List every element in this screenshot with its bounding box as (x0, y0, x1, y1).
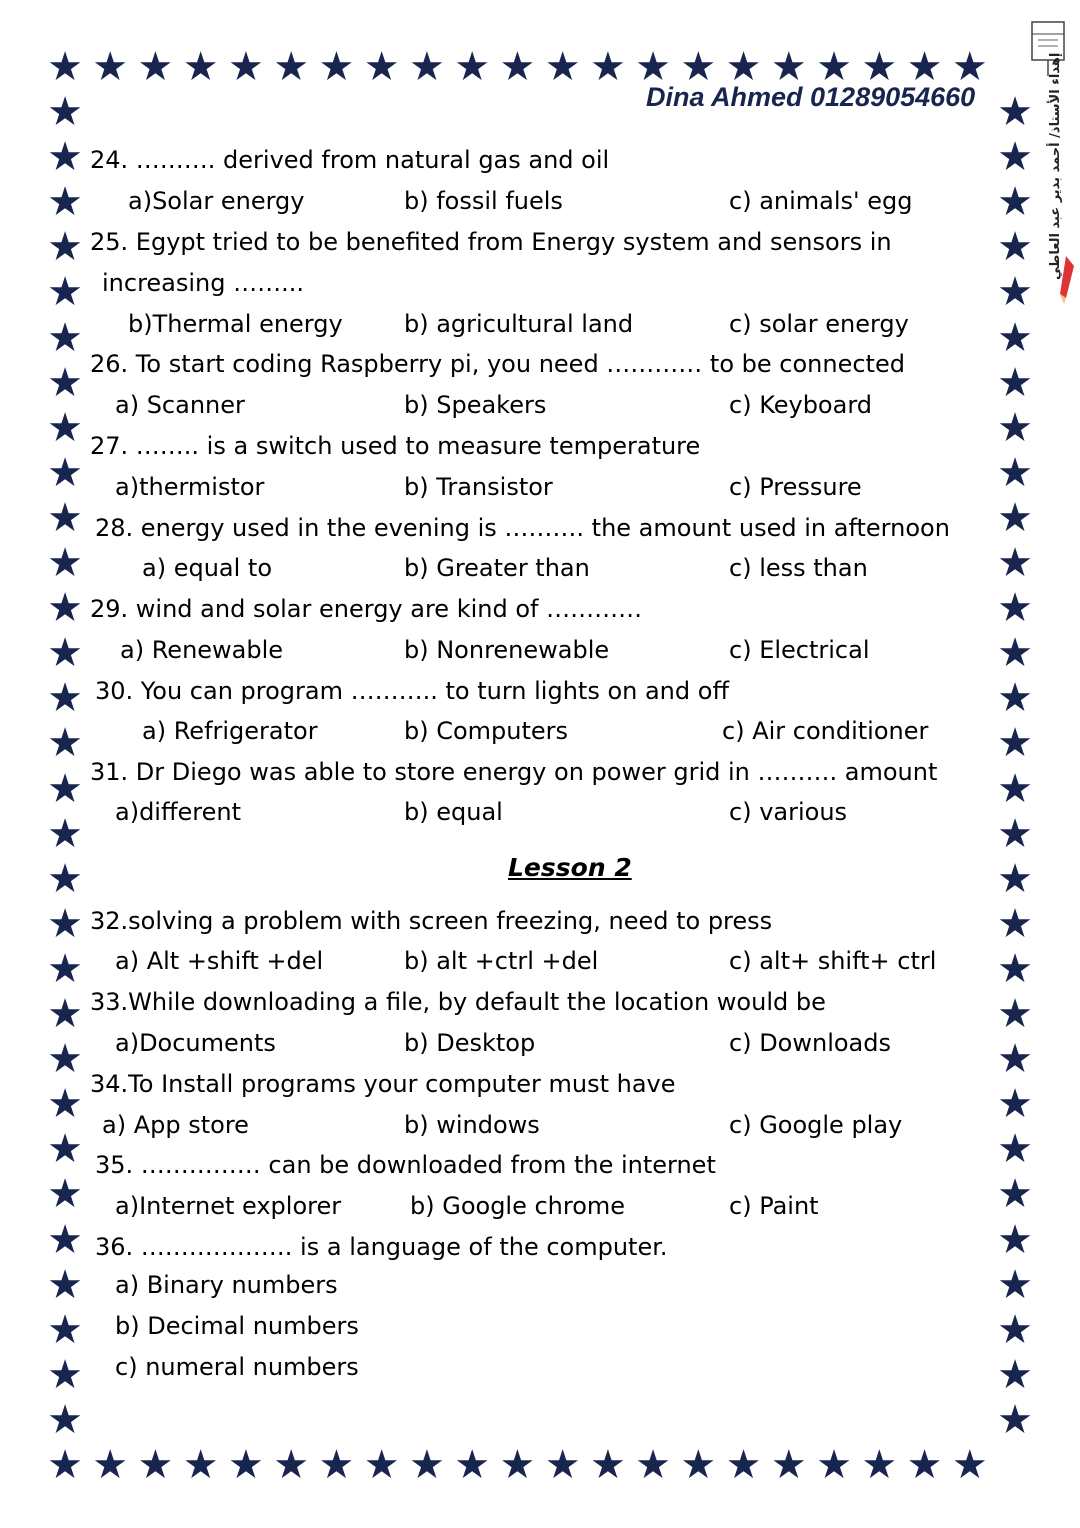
border-star-icon: ★ (454, 44, 491, 90)
border-star-icon: ★ (499, 44, 536, 90)
border-star-icon: ★ (47, 89, 83, 135)
question-32: 32.solving a problem with screen freezing, need to press (90, 907, 773, 935)
q29-option-a: a) Renewable (120, 636, 284, 664)
border-star-icon: ★ (47, 1126, 83, 1173)
border-star-icon: ★ (997, 900, 1033, 947)
border-star-icon: ★ (228, 1442, 264, 1488)
border-star-icon: ★ (47, 449, 83, 496)
border-star-icon: ★ (47, 945, 83, 992)
q28-option-a: a) equal to (142, 554, 273, 582)
border-star-icon: ★ (997, 449, 1033, 496)
q32-option-a: a) Alt +shift +del (115, 947, 324, 975)
border-star-icon: ★ (47, 810, 83, 857)
question-25: 25. Egypt tried to be benefited from Energy system and sensors in (90, 228, 892, 256)
q35-option-b: b) Google chrome (410, 1192, 626, 1220)
border-star-icon: ★ (680, 44, 717, 90)
q24-option-b: b) fossil fuels (404, 187, 563, 215)
border-star-icon: ★ (47, 675, 83, 722)
q31-option-c: c) various (729, 798, 848, 826)
q24-option-c: c) animals' egg (729, 187, 913, 215)
stamp-text: إهداء الأستاذ/ أحمد بدير عبد العاطي (1048, 52, 1063, 280)
q24-option-a: a)Solar energy (128, 187, 305, 215)
border-star-icon: ★ (861, 1442, 898, 1488)
border-star-icon: ★ (228, 44, 264, 90)
border-star-icon: ★ (47, 630, 83, 677)
q28-option-b: b) Greater than (404, 554, 590, 582)
border-star-icon: ★ (182, 44, 219, 90)
border-star-icon: ★ (182, 1442, 219, 1488)
question-31: 31. Dr Diego was able to store energy on power grid in ………. amount (90, 758, 938, 786)
q35-option-c: c) Paint (729, 1192, 819, 1220)
question-35: 35. …………… can be downloaded from the internet (95, 1151, 716, 1179)
border-star-icon: ★ (92, 1442, 129, 1488)
border-star-icon: ★ (137, 44, 174, 90)
q33-option-b: b) Desktop (404, 1029, 536, 1057)
question-30: 30. You can program ……….. to turn lights on and off (95, 677, 729, 705)
border-star-icon: ★ (997, 1171, 1033, 1218)
q36-option-c: c) numeral numbers (115, 1353, 359, 1381)
q31-option-a: a)different (115, 798, 241, 826)
border-star-icon: ★ (47, 404, 83, 451)
border-star-icon: ★ (47, 765, 83, 812)
border-star-icon: ★ (454, 1442, 491, 1488)
border-star-icon: ★ (770, 1442, 807, 1488)
q34-option-b: b) windows (404, 1111, 540, 1139)
border-star-icon: ★ (47, 540, 83, 586)
q27-option-a: a)thermistor (115, 473, 265, 501)
q30-option-a: a) Refrigerator (142, 717, 318, 745)
border-star-icon: ★ (997, 855, 1033, 902)
q36-option-b: b) Decimal numbers (115, 1312, 359, 1340)
border-star-icon: ★ (951, 1442, 988, 1488)
border-star-icon: ★ (47, 900, 83, 947)
border-star-icon: ★ (997, 1396, 1033, 1443)
border-star-icon: ★ (997, 765, 1033, 812)
q30-option-b: b) Computers (404, 717, 569, 745)
border-star-icon: ★ (363, 1442, 400, 1488)
q32-option-b: b) alt +ctrl +del (404, 947, 599, 975)
border-star-icon: ★ (997, 404, 1033, 451)
border-star-icon: ★ (680, 1442, 717, 1488)
border-star-icon: ★ (951, 44, 988, 90)
border-star-icon: ★ (318, 1442, 355, 1488)
border-star-icon: ★ (997, 675, 1033, 722)
border-star-icon: ★ (635, 44, 672, 90)
question-34: 34.To Install programs your computer must have (90, 1070, 676, 1098)
border-star-icon: ★ (318, 44, 355, 90)
q32-option-c: c) alt+ shift+ ctrl (729, 947, 937, 975)
border-star-icon: ★ (47, 134, 83, 181)
q30-option-c: c) Air conditioner (722, 717, 929, 745)
border-star-icon: ★ (997, 585, 1033, 632)
q28-option-c: c) less than (729, 554, 868, 582)
lesson-heading: Lesson 2 (508, 853, 632, 882)
border-star-icon: ★ (408, 44, 445, 90)
q36-option-a: a) Binary numbers (115, 1271, 338, 1299)
q34-option-a: a) App store (102, 1111, 249, 1139)
q26-option-a: a) Scanner (115, 391, 245, 419)
border-star-icon: ★ (47, 1261, 83, 1308)
question-25-cont: increasing ……... (102, 269, 305, 297)
border-star-icon: ★ (997, 494, 1033, 541)
border-star-icon: ★ (47, 1396, 83, 1443)
border-star-icon: ★ (47, 179, 83, 226)
q27-option-c: c) Pressure (729, 473, 862, 501)
border-star-icon: ★ (725, 44, 762, 90)
border-star-icon: ★ (906, 44, 943, 90)
question-27: 27. …….. is a switch used to measure temperature (90, 432, 701, 460)
border-star-icon: ★ (997, 1126, 1033, 1173)
q31-option-b: b) equal (404, 798, 503, 826)
question-36: 36. ………………. is a language of the computer. (95, 1233, 668, 1261)
border-star-icon: ★ (47, 359, 83, 406)
border-star-icon: ★ (47, 314, 83, 361)
q34-option-c: c) Google play (729, 1111, 903, 1139)
border-star-icon: ★ (273, 44, 310, 90)
border-star-icon: ★ (47, 1081, 83, 1128)
border-star-icon: ★ (770, 44, 807, 90)
border-star-icon: ★ (589, 1442, 626, 1488)
question-28: 28. energy used in the evening is ………. the amount used in afternoon (95, 514, 950, 542)
question-29: 29. wind and solar energy are kind of ………… (90, 595, 643, 623)
q25-option-c: c) solar energy (729, 310, 909, 338)
border-star-icon: ★ (273, 1442, 310, 1488)
border-star-icon: ★ (997, 945, 1033, 992)
question-24: 24. ………. derived from natural gas and oil (90, 146, 610, 174)
border-star-icon: ★ (997, 89, 1033, 135)
border-star-icon: ★ (816, 44, 852, 90)
author-header: Dina Ahmed 01289054660 (646, 82, 976, 112)
border-star-icon: ★ (47, 855, 83, 902)
border-star-icon: ★ (997, 720, 1033, 767)
border-star-icon: ★ (363, 44, 400, 90)
question-26: 26. To start coding Raspberry pi, you need ………… to be connected (90, 350, 905, 378)
question-33: 33.While downloading a file, by default the location would be (90, 988, 826, 1016)
border-star-icon: ★ (47, 1036, 83, 1083)
border-star-icon: ★ (47, 1171, 83, 1218)
border-star-icon: ★ (997, 224, 1033, 271)
border-star-icon: ★ (408, 1442, 445, 1488)
border-star-icon: ★ (997, 1261, 1033, 1308)
border-star-icon: ★ (47, 720, 83, 767)
q29-option-b: b) Nonrenewable (404, 636, 610, 664)
q29-option-c: c) Electrical (729, 636, 870, 664)
border-star-icon: ★ (997, 1351, 1033, 1398)
border-star-icon: ★ (47, 269, 83, 316)
border-star-icon: ★ (861, 44, 898, 90)
border-star-icon: ★ (47, 224, 83, 271)
border-star-icon: ★ (997, 540, 1033, 586)
border-star-icon: ★ (997, 134, 1033, 181)
border-star-icon: ★ (997, 810, 1033, 857)
q27-option-b: b) Transistor (404, 473, 553, 501)
border-star-icon: ★ (997, 269, 1033, 316)
border-star-icon: ★ (47, 494, 83, 541)
border-star-icon: ★ (544, 44, 581, 90)
border-star-icon: ★ (544, 1442, 581, 1488)
border-star-icon: ★ (997, 991, 1033, 1037)
q25-option-a: b)Thermal energy (128, 310, 343, 338)
border-star-icon: ★ (816, 1442, 852, 1488)
q33-option-c: c) Downloads (729, 1029, 891, 1057)
border-star-icon: ★ (47, 585, 83, 632)
q25-option-b: b) agricultural land (404, 310, 634, 338)
border-star-icon: ★ (635, 1442, 672, 1488)
q35-option-a: a)Internet explorer (115, 1192, 342, 1220)
border-star-icon: ★ (47, 1216, 83, 1263)
border-star-icon: ★ (589, 44, 626, 90)
border-star-icon: ★ (92, 44, 129, 90)
border-star-icon: ★ (997, 359, 1033, 406)
border-star-icon: ★ (137, 1442, 174, 1488)
border-star-icon: ★ (725, 1442, 762, 1488)
border-star-icon: ★ (997, 1306, 1033, 1353)
border-star-icon: ★ (906, 1442, 943, 1488)
border-star-icon: ★ (997, 630, 1033, 677)
border-star-icon: ★ (997, 179, 1033, 226)
q33-option-a: a)Documents (115, 1029, 276, 1057)
border-star-icon: ★ (997, 1216, 1033, 1263)
border-star-icon: ★ (47, 44, 83, 90)
border-star-icon: ★ (47, 1351, 83, 1398)
border-star-icon: ★ (499, 1442, 536, 1488)
q26-option-c: c) Keyboard (729, 391, 873, 419)
border-star-icon: ★ (47, 1442, 83, 1488)
border-star-icon: ★ (997, 1081, 1033, 1128)
border-star-icon: ★ (997, 314, 1033, 361)
q26-option-b: b) Speakers (404, 391, 547, 419)
border-star-icon: ★ (47, 1306, 83, 1353)
border-star-icon: ★ (47, 991, 83, 1037)
border-star-icon: ★ (997, 1036, 1033, 1083)
